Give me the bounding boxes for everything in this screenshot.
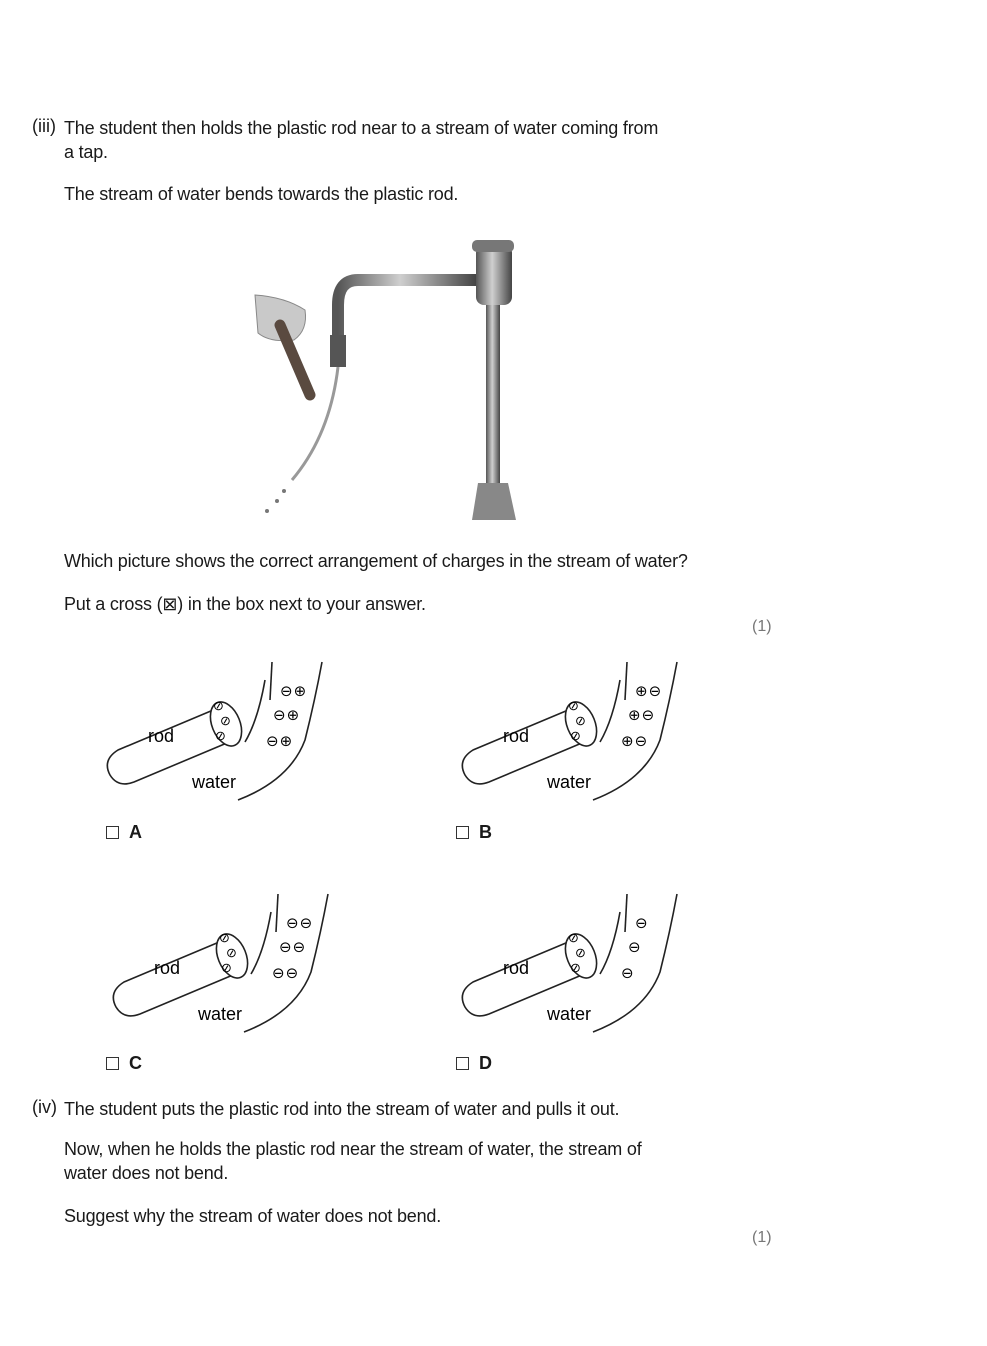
- water-boundary-top: [625, 894, 627, 932]
- rod-charge: ⊖: [565, 959, 585, 977]
- water-charge: ⊕⊖: [635, 683, 663, 700]
- question-iii-observation: The stream of water bends towards the plastic rod.: [64, 184, 459, 204]
- water-charge: ⊖: [635, 915, 649, 932]
- water-charge: ⊖⊕: [266, 733, 294, 750]
- option-c-letter: C: [129, 1053, 142, 1073]
- rod-label: rod: [148, 726, 175, 746]
- option-a-letter: A: [129, 822, 142, 842]
- rod-charge: ⊖: [210, 727, 230, 745]
- water-label: water: [198, 1004, 243, 1024]
- diagram-b: [455, 660, 705, 810]
- question-iii-text-line2: a tap.: [64, 142, 108, 162]
- rod-charge: ⊖: [570, 712, 590, 730]
- tap-base: [472, 483, 516, 520]
- rod-label: rod: [503, 726, 530, 746]
- rod-charge: ⊖: [570, 944, 590, 962]
- tap-spout: [330, 335, 346, 367]
- rod-charge: ⊖: [563, 929, 583, 947]
- diagram-c: [106, 892, 356, 1042]
- question-number-iii: (iii): [32, 116, 56, 136]
- water-boundary-inner: [245, 680, 265, 742]
- rod-charge: ⊖: [221, 944, 241, 962]
- water-label: water: [192, 772, 237, 792]
- option-d-letter: D: [479, 1053, 492, 1073]
- rod-label: rod: [503, 958, 530, 978]
- tap-arm: [338, 280, 476, 345]
- rod-label: rod: [154, 958, 181, 978]
- question-iv-para-line1: Now, when he holds the plastic rod near the stream of water, the stream of: [64, 1139, 642, 1159]
- water-label: water: [547, 1004, 592, 1024]
- water-label: water: [547, 772, 592, 792]
- tap-pipe: [486, 300, 500, 500]
- water-boundary-inner: [600, 680, 620, 742]
- rod-charge: ⊖: [215, 712, 235, 730]
- water-charge: ⊖: [621, 965, 635, 982]
- option-b[interactable]: [456, 822, 492, 843]
- question-iii-text-line1: The student then holds the plastic rod near to a stream of water coming from: [64, 118, 659, 138]
- question-iv-prompt: Suggest why the stream of water does not bend.: [64, 1206, 442, 1226]
- water-charge: ⊕⊖: [621, 733, 649, 750]
- water-charge: ⊖⊖: [286, 915, 314, 932]
- answer-box-b[interactable]: [456, 826, 469, 839]
- question-iii-prompt: Which picture shows the correct arrangement of charges in the stream of water?: [64, 551, 688, 571]
- rod-charge: ⊖: [563, 697, 583, 715]
- diagram-d: [455, 892, 705, 1042]
- water-charge: ⊖⊕: [273, 707, 301, 724]
- water-charge: ⊕⊖: [628, 707, 656, 724]
- marks-iii: (1): [752, 618, 772, 635]
- answer-box-a[interactable]: [106, 826, 119, 839]
- water-charge: ⊖⊖: [279, 939, 307, 956]
- tap-head: [476, 245, 512, 305]
- water-charge: ⊖⊕: [280, 683, 308, 700]
- tap-photo: [250, 235, 570, 525]
- water-boundary-top: [276, 894, 278, 932]
- rod-charge: ⊖: [208, 697, 228, 715]
- answer-box-c[interactable]: [106, 1057, 119, 1070]
- water-charge: ⊖⊖: [272, 965, 300, 982]
- water-stream: [292, 367, 338, 480]
- option-d[interactable]: [456, 1053, 492, 1074]
- marks-iv: (1): [752, 1229, 772, 1246]
- water-boundary-top: [625, 662, 627, 700]
- answer-instruction: Put a cross (⊠) in the box next to your answer.: [64, 594, 426, 614]
- rod-charge: ⊖: [216, 959, 236, 977]
- question-iv-para-line2: water does not bend.: [64, 1163, 229, 1183]
- rod-charge: ⊖: [214, 929, 234, 947]
- option-b-letter: B: [479, 822, 492, 842]
- diagram-a: [100, 660, 350, 810]
- water-boundary-inner: [600, 912, 620, 974]
- rod-charge: ⊖: [565, 727, 585, 745]
- question-number-iv: (iv): [32, 1097, 57, 1117]
- option-a[interactable]: [106, 822, 142, 843]
- question-iv-text: The student puts the plastic rod into the stream of water and pulls it out.: [64, 1099, 620, 1119]
- option-c[interactable]: [106, 1053, 142, 1074]
- water-boundary-inner: [251, 912, 271, 974]
- water-charge: ⊖: [628, 939, 642, 956]
- water-boundary-top: [270, 662, 272, 700]
- answer-box-d[interactable]: [456, 1057, 469, 1070]
